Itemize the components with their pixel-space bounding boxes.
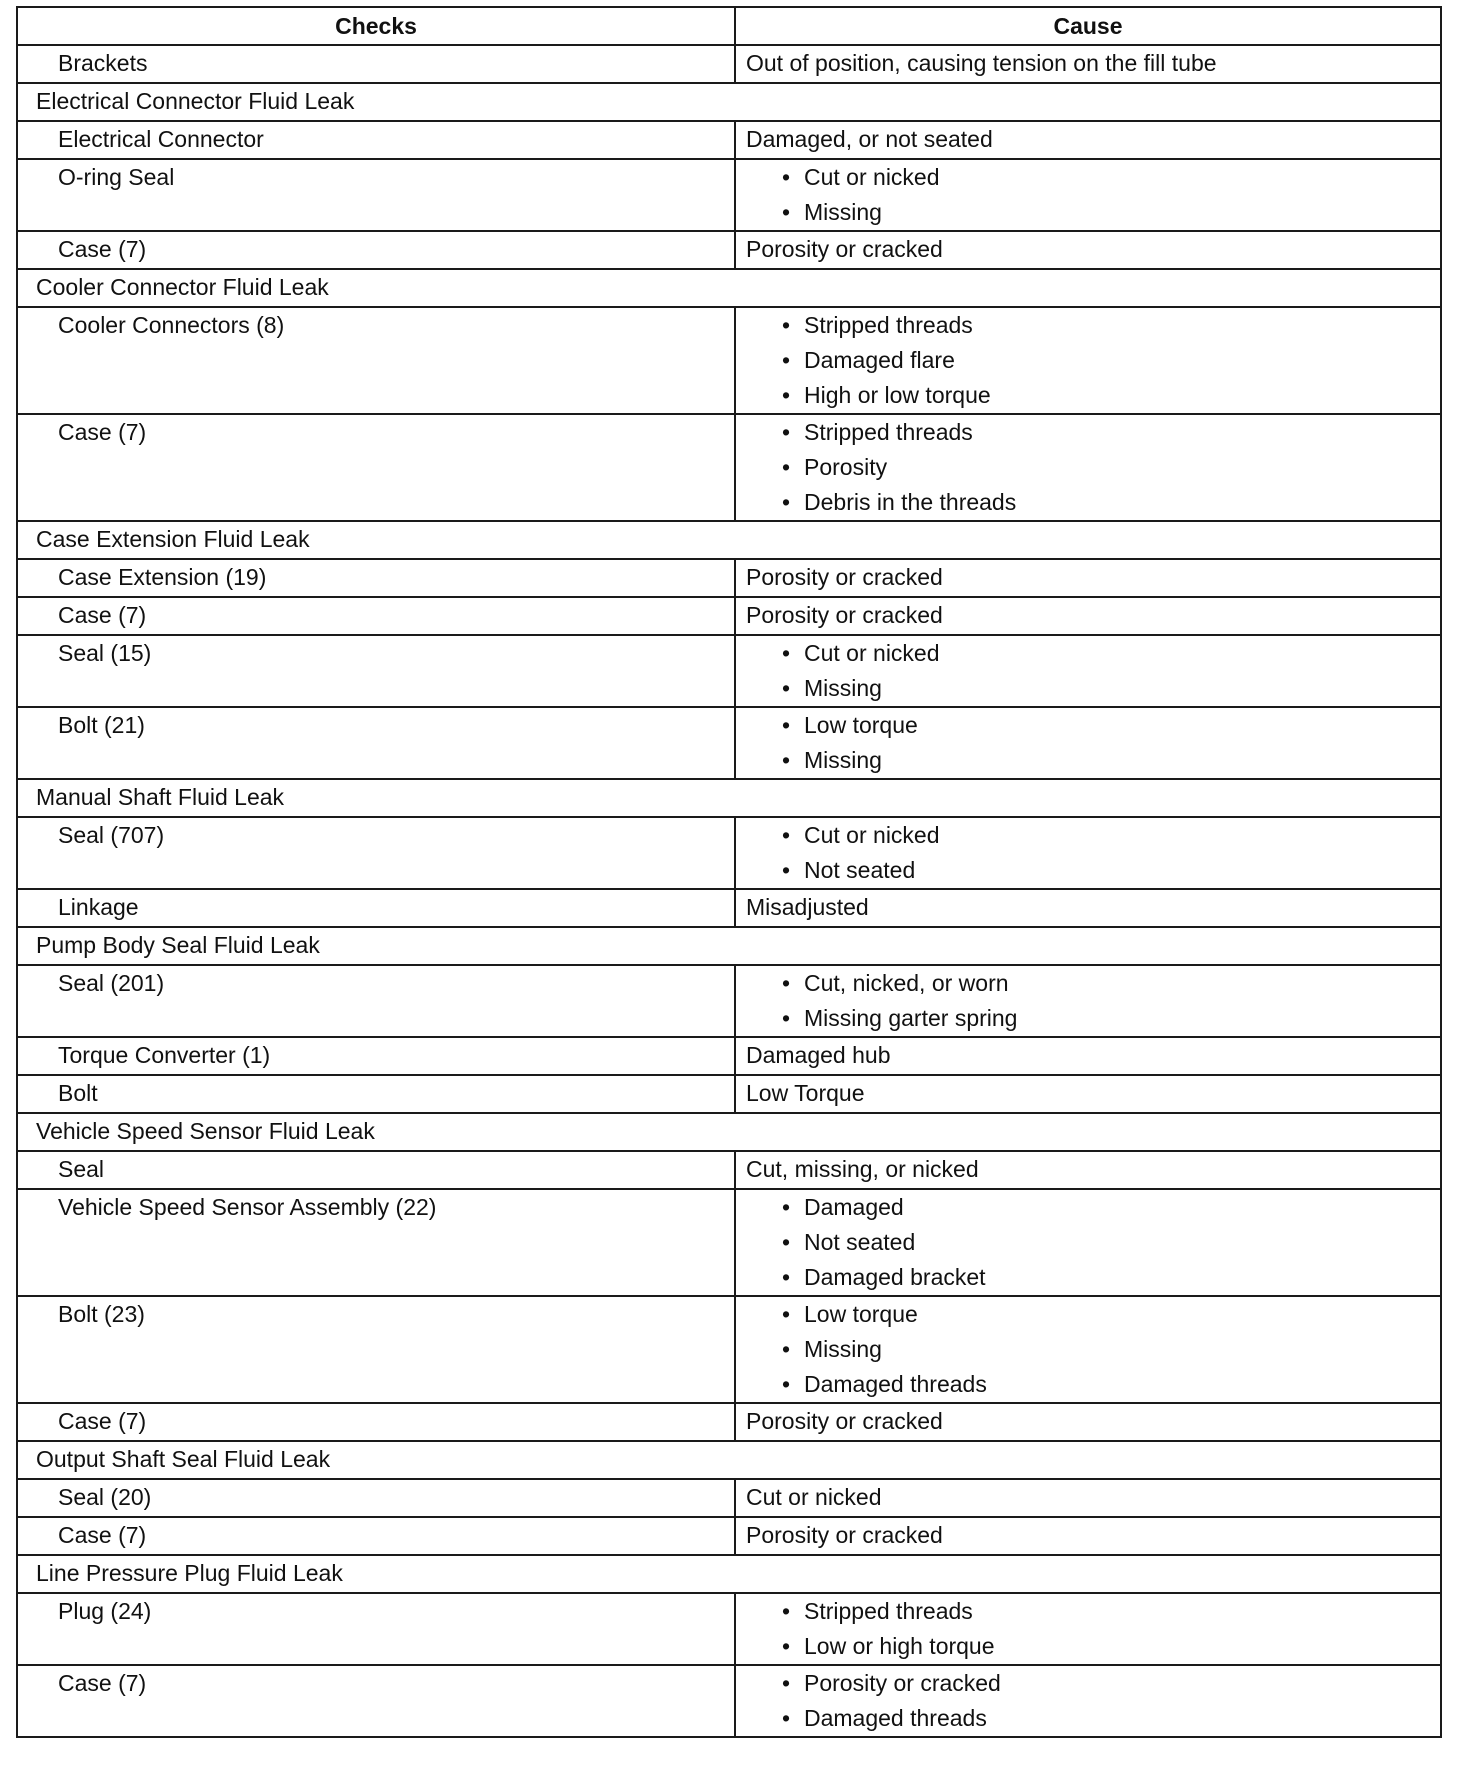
cause-cell: Damaged, or not seated xyxy=(735,121,1441,159)
cause-list xyxy=(746,636,1440,706)
section-row xyxy=(17,1441,1441,1479)
cause-list-item: • Low or high torque xyxy=(782,1629,1440,1664)
cause-cell: Cut, missing, or nicked xyxy=(735,1151,1441,1189)
leak-diagnosis-table xyxy=(16,6,1442,1738)
cause-list-item: • Damaged threads xyxy=(782,1701,1440,1736)
cause-list-item: • Missing xyxy=(782,1332,1440,1367)
header-cause: Cause xyxy=(735,7,1441,45)
check-cell: Seal (707) xyxy=(17,817,735,889)
cause-list xyxy=(746,308,1440,413)
check-cell: Bolt (23) xyxy=(17,1296,735,1403)
check-cell: Torque Converter (1) xyxy=(17,1037,735,1075)
section-row xyxy=(17,1113,1441,1151)
check-cell: Bolt (21) xyxy=(17,707,735,779)
cause-list-item: • Not seated xyxy=(782,853,1440,888)
table-row xyxy=(17,559,1441,597)
check-cell: Seal xyxy=(17,1151,735,1189)
table-row xyxy=(17,45,1441,83)
check-cell: Bolt xyxy=(17,1075,735,1113)
check-cell: Cooler Connectors (8) xyxy=(17,307,735,414)
cause-cell xyxy=(735,1189,1441,1296)
section-row xyxy=(17,269,1441,307)
section-heading: Electrical Connector Fluid Leak xyxy=(17,83,1441,121)
cause-list-item: • Low torque xyxy=(782,708,1440,743)
table-row xyxy=(17,1403,1441,1441)
cause-list-item: • Stripped threads xyxy=(782,1594,1440,1629)
cause-cell xyxy=(735,159,1441,231)
cause-cell xyxy=(735,965,1441,1037)
cause-list xyxy=(746,160,1440,230)
cause-cell xyxy=(735,1665,1441,1737)
table-row xyxy=(17,121,1441,159)
check-cell: Case Extension (19) xyxy=(17,559,735,597)
table-body xyxy=(17,45,1441,1737)
cause-cell: Cut or nicked xyxy=(735,1479,1441,1517)
check-cell: Seal (201) xyxy=(17,965,735,1037)
table-header xyxy=(17,7,1441,45)
table-row xyxy=(17,1037,1441,1075)
cause-cell xyxy=(735,1296,1441,1403)
cause-cell xyxy=(735,635,1441,707)
cause-list xyxy=(746,1190,1440,1295)
table-row xyxy=(17,965,1441,1037)
cause-cell: Damaged hub xyxy=(735,1037,1441,1075)
cause-list xyxy=(746,708,1440,778)
check-cell: Plug (24) xyxy=(17,1593,735,1665)
table-row xyxy=(17,307,1441,414)
table-row xyxy=(17,1189,1441,1296)
cause-cell: Porosity or cracked xyxy=(735,559,1441,597)
cause-list-item: • Stripped threads xyxy=(782,415,1440,450)
cause-list-item: • High or low torque xyxy=(782,378,1440,413)
check-cell: Vehicle Speed Sensor Assembly (22) xyxy=(17,1189,735,1296)
table-row xyxy=(17,159,1441,231)
table-row xyxy=(17,597,1441,635)
header-checks: Checks xyxy=(17,7,735,45)
check-cell: Seal (20) xyxy=(17,1479,735,1517)
cause-list-item: • Cut, nicked, or worn xyxy=(782,966,1440,1001)
check-cell: Electrical Connector xyxy=(17,121,735,159)
cause-list-item: • Missing xyxy=(782,195,1440,230)
section-row xyxy=(17,521,1441,559)
table-row xyxy=(17,707,1441,779)
table-row xyxy=(17,1296,1441,1403)
cause-cell xyxy=(735,1593,1441,1665)
cause-list xyxy=(746,1297,1440,1402)
cause-list-item: • Missing xyxy=(782,671,1440,706)
cause-list xyxy=(746,1666,1440,1736)
check-cell: Linkage xyxy=(17,889,735,927)
section-row xyxy=(17,927,1441,965)
check-cell: Case (7) xyxy=(17,1403,735,1441)
table-row xyxy=(17,817,1441,889)
cause-list-item: • Not seated xyxy=(782,1225,1440,1260)
table-row xyxy=(17,635,1441,707)
cause-cell xyxy=(735,817,1441,889)
cause-cell xyxy=(735,307,1441,414)
section-row xyxy=(17,83,1441,121)
cause-cell xyxy=(735,707,1441,779)
section-heading: Output Shaft Seal Fluid Leak xyxy=(17,1441,1441,1479)
cause-list-item: • Damaged bracket xyxy=(782,1260,1440,1295)
table-row xyxy=(17,414,1441,521)
cause-cell: Out of position, causing tension on the fill tube xyxy=(735,45,1441,83)
table-row xyxy=(17,1479,1441,1517)
cause-list xyxy=(746,1594,1440,1664)
table-row xyxy=(17,231,1441,269)
cause-list-item: • Porosity or cracked xyxy=(782,1666,1440,1701)
section-heading: Vehicle Speed Sensor Fluid Leak xyxy=(17,1113,1441,1151)
table-row xyxy=(17,1517,1441,1555)
cause-list-item: • Cut or nicked xyxy=(782,160,1440,195)
cause-cell: Porosity or cracked xyxy=(735,1517,1441,1555)
section-heading: Cooler Connector Fluid Leak xyxy=(17,269,1441,307)
cause-list-item: • Cut or nicked xyxy=(782,818,1440,853)
table-row xyxy=(17,1151,1441,1189)
cause-list-item: • Debris in the threads xyxy=(782,485,1440,520)
section-heading: Line Pressure Plug Fluid Leak xyxy=(17,1555,1441,1593)
cause-cell: Low Torque xyxy=(735,1075,1441,1113)
table-row xyxy=(17,1665,1441,1737)
cause-list-item: • Low torque xyxy=(782,1297,1440,1332)
section-row xyxy=(17,1555,1441,1593)
section-heading: Manual Shaft Fluid Leak xyxy=(17,779,1441,817)
cause-list xyxy=(746,818,1440,888)
section-row xyxy=(17,779,1441,817)
header-row xyxy=(17,7,1441,45)
cause-list-item: • Porosity xyxy=(782,450,1440,485)
cause-list xyxy=(746,966,1440,1036)
check-cell: Case (7) xyxy=(17,231,735,269)
cause-cell: Porosity or cracked xyxy=(735,1403,1441,1441)
check-cell: Brackets xyxy=(17,45,735,83)
cause-list-item: • Missing garter spring xyxy=(782,1001,1440,1036)
cause-list xyxy=(746,415,1440,520)
check-cell: Case (7) xyxy=(17,597,735,635)
table-row xyxy=(17,1075,1441,1113)
check-cell: Case (7) xyxy=(17,414,735,521)
table-row xyxy=(17,1593,1441,1665)
check-cell: Seal (15) xyxy=(17,635,735,707)
cause-list-item: • Stripped threads xyxy=(782,308,1440,343)
cause-cell: Porosity or cracked xyxy=(735,597,1441,635)
section-heading: Pump Body Seal Fluid Leak xyxy=(17,927,1441,965)
check-cell: Case (7) xyxy=(17,1665,735,1737)
cause-list-item: • Cut or nicked xyxy=(782,636,1440,671)
cause-list-item: • Damaged threads xyxy=(782,1367,1440,1402)
cause-cell: Misadjusted xyxy=(735,889,1441,927)
cause-cell: Porosity or cracked xyxy=(735,231,1441,269)
cause-list-item: • Missing xyxy=(782,743,1440,778)
section-heading: Case Extension Fluid Leak xyxy=(17,521,1441,559)
check-cell: O-ring Seal xyxy=(17,159,735,231)
cause-cell xyxy=(735,414,1441,521)
check-cell: Case (7) xyxy=(17,1517,735,1555)
table-row xyxy=(17,889,1441,927)
cause-list-item: • Damaged xyxy=(782,1190,1440,1225)
cause-list-item: • Damaged flare xyxy=(782,343,1440,378)
